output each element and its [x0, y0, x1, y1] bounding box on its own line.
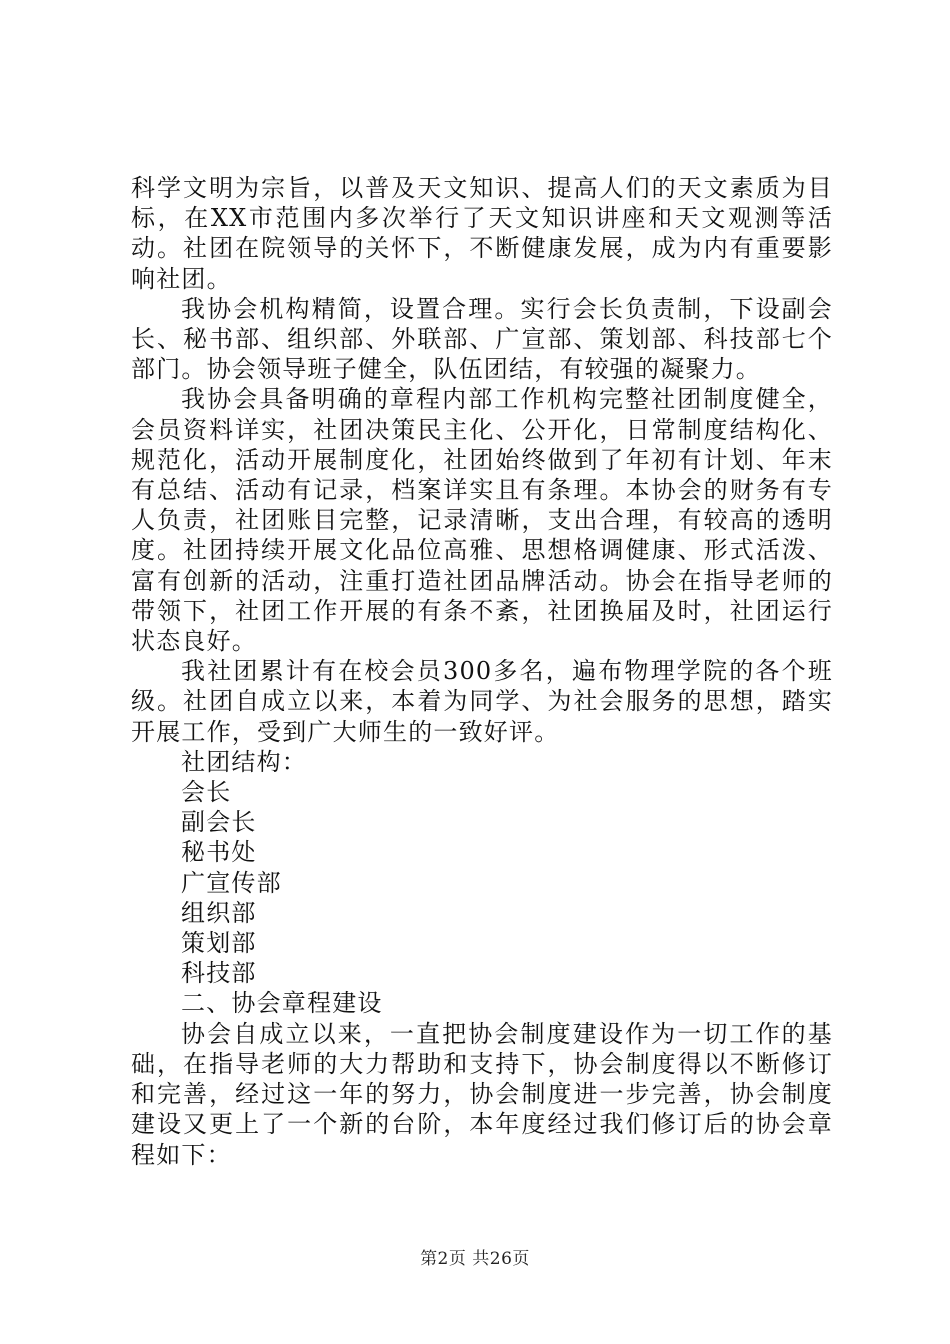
section-heading: 二、协会章程建设: [181, 989, 383, 1018]
structure-title: 社团结构：: [181, 747, 307, 776]
structure-item-planning: 策划部: [181, 929, 257, 958]
document-body: [131, 173, 833, 1170]
paragraph-3: 我协会具备明确的章程内部工作机构完整社团制度健全，会员资料详实，社团决策民主化、公开化，日常制度结构化、规范化，活动开展制度化，社团始终做到了年初有计划、年末有总结、活动有记录，档案详实且有条理。本协会的财务有专人负责，社团账目完整，记录清晰，支出合理，有较高的透明度。社团持续开展文化品位高雅、思想格调健康、形式活泼、富有创新的活动，注重打造社团品牌活动。协会在指导老师的带领下，社团工作开展的有条不紊，社团换届及时，社团运行状态良好。: [131, 385, 833, 656]
paragraph-2: 我协会机构精简，设置合理。实行会长负责制，下设副会长、秘书部、组织部、外联部、广宣部、策划部、科技部七个部门。协会领导班子健全，队伍团结，有较强的凝聚力。: [131, 294, 833, 384]
structure-item-organization: 组织部: [181, 898, 257, 927]
structure-item-vice-president: 副会长: [181, 808, 257, 837]
page-footer: 第2页 共26页: [420, 1249, 530, 1269]
paragraph-4: 我社团累计有在校会员300多名，遍布物理学院的各个班级。社团自成立以来，本着为同学、为社会服务的思想，踏实开展工作，受到广大师生的一致好评。: [131, 657, 833, 746]
structure-item-technology: 科技部: [181, 959, 257, 988]
structure-item-president: 会长: [181, 778, 232, 807]
structure-item-secretariat: 秘书处: [181, 838, 257, 867]
paragraph-1: 科学文明为宗旨，以普及天文知识、提高人们的天文素质为目标，在XX市范围内多次举行了天文知识讲座和天文观测等活动。社团在院领导的关怀下，不断健康发展，成为内有重要影响社团。: [131, 174, 833, 293]
structure-item-publicity: 广宣传部: [181, 868, 282, 897]
section-paragraph: 协会自成立以来，一直把协会制度建设作为一切工作的基础，在指导老师的大力帮助和支持下，协会制度得以不断修订和完善，经过这一年的努力，协会制度进一步完善，协会制度建设又更上了一个新的台阶，本年度经过我们修订后的协会章程如下：: [131, 1019, 833, 1169]
